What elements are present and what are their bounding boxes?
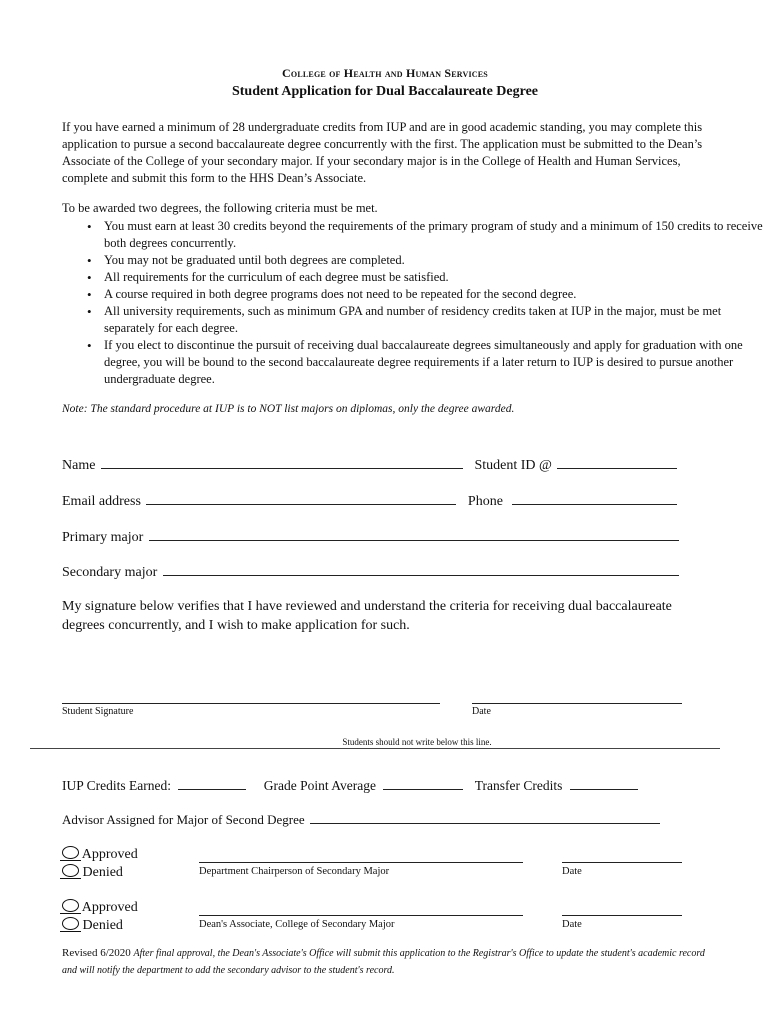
approved-label: Approved (81, 847, 138, 862)
approved-radio[interactable] (62, 899, 79, 912)
intro-paragraph: If you have earned a minimum of 28 undergraduate credits from IUP and are in good academic standing, you may complete this application to pursue a second baccalaureate degree concurrently with the first. The application must be submitted to the Dean’s Associate of the College of your secondary major. If your secondary major is in the College of Health and Human Services, complete and submit this form to the HHS Dean’s Associate. (62, 120, 703, 185)
credits-field[interactable] (178, 777, 246, 790)
phone-field[interactable] (512, 492, 677, 505)
student-signature-field[interactable] (62, 703, 440, 704)
credits-label: IUP Credits Earned: (62, 778, 171, 793)
form-title: Student Application for Dual Baccalaureate Degree (231, 84, 539, 99)
advisor-row (62, 811, 660, 828)
denied-option[interactable] (62, 864, 123, 881)
email-field[interactable] (146, 492, 456, 505)
criteria-item: • All university requirements, such as minimum GPA and number of residency credits taken at IUP in the major, must be met separately for each degree. (104, 303, 764, 337)
criteria-item: • All requirements for the curriculum of each degree must be satisfied. (104, 269, 764, 286)
criteria-item: • If you elect to discontinue the pursuit of receiving dual baccalaureate degrees simultaneously and apply for graduation with one degree, you will be bound to the second baccalaureate degree requirements if a later return to IUP is desired to pursue another undergraduate degree. (104, 337, 764, 388)
secondary-major-label: Secondary major (62, 565, 158, 580)
signature-date-field[interactable] (472, 703, 682, 704)
diploma-note: Note: The standard procedure at IUP is to NOT list majors on diplomas, only the degree awarded. (62, 403, 515, 415)
criteria-item: • A course required in both degree programs does not need to be repeated for the second degree. (104, 286, 764, 303)
deans-associate-signature-field[interactable] (199, 915, 523, 916)
denied-option[interactable] (62, 917, 123, 934)
approved-label: Approved (81, 900, 138, 915)
office-divider (30, 748, 720, 749)
footer-note (62, 945, 722, 979)
chairperson-signature-field[interactable] (199, 862, 523, 863)
student-signature-label: Student Signature (62, 706, 134, 717)
denied-label: Denied (82, 865, 123, 880)
deans-associate-date-field[interactable] (562, 915, 682, 916)
revised-date: Revised 6/2020 (62, 947, 131, 959)
name-field[interactable] (101, 456, 463, 469)
approved-option[interactable] (62, 846, 138, 863)
phone-label: Phone (467, 494, 503, 509)
chairperson-date-label: Date (562, 866, 582, 877)
credits-row (62, 777, 638, 794)
transfer-label: Transfer Credits (474, 778, 563, 793)
name-label: Name (62, 458, 96, 473)
criteria-item: • You may not be graduated until both degrees are completed. (104, 252, 764, 269)
denied-radio[interactable] (62, 917, 79, 930)
primary-major-label: Primary major (62, 530, 144, 545)
signature-date-label: Date (472, 706, 491, 717)
college-name: College of Health and Human Services (282, 66, 488, 80)
deans-associate-label: Dean's Associate, College of Secondary Major (199, 919, 395, 930)
gpa-field[interactable] (383, 777, 463, 790)
denied-radio[interactable] (62, 864, 79, 877)
secondary-major-field[interactable] (163, 563, 679, 576)
criteria-item: • You must earn at least 30 credits beyond the requirements of the primary program of study and a minimum of 150 credits to receive both degrees concurrently. (104, 218, 764, 252)
advisor-field[interactable] (310, 811, 660, 824)
gpa-label: Grade Point Average (263, 778, 376, 793)
name-row (62, 456, 677, 474)
advisor-label: Advisor Assigned for Major of Second Degree (62, 812, 305, 827)
approved-option[interactable] (62, 899, 138, 916)
transfer-field[interactable] (570, 777, 638, 790)
primary-major-row (62, 528, 679, 546)
student-id-label: Student ID @ (474, 458, 552, 473)
signature-statement: My signature below verifies that I have reviewed and understand the criteria for receiving dual baccalaureate degrees concurrently, and I wish to make application for such. (62, 599, 672, 633)
denied-label: Denied (82, 918, 123, 933)
office-use-notice: Students should not write below this line. (342, 737, 492, 747)
chairperson-date-field[interactable] (562, 862, 682, 863)
deans-associate-date-label: Date (562, 919, 582, 930)
primary-major-field[interactable] (149, 528, 679, 541)
email-row (62, 492, 677, 510)
chairperson-label: Department Chairperson of Secondary Major (199, 866, 390, 877)
final-approval-instructions: After final approval, the Dean's Associate's Office will submit this application to the Registrar's Office to update the student's academic record and will notify the department to add the secondary advisor to the student's record. (62, 948, 705, 976)
secondary-major-row (62, 563, 679, 581)
criteria-heading: To be awarded two degrees, the following criteria must be met. (62, 201, 378, 215)
criteria-list (62, 218, 764, 388)
approved-radio[interactable] (62, 846, 79, 859)
email-label: Email address (62, 494, 141, 509)
student-id-field[interactable] (557, 456, 677, 469)
